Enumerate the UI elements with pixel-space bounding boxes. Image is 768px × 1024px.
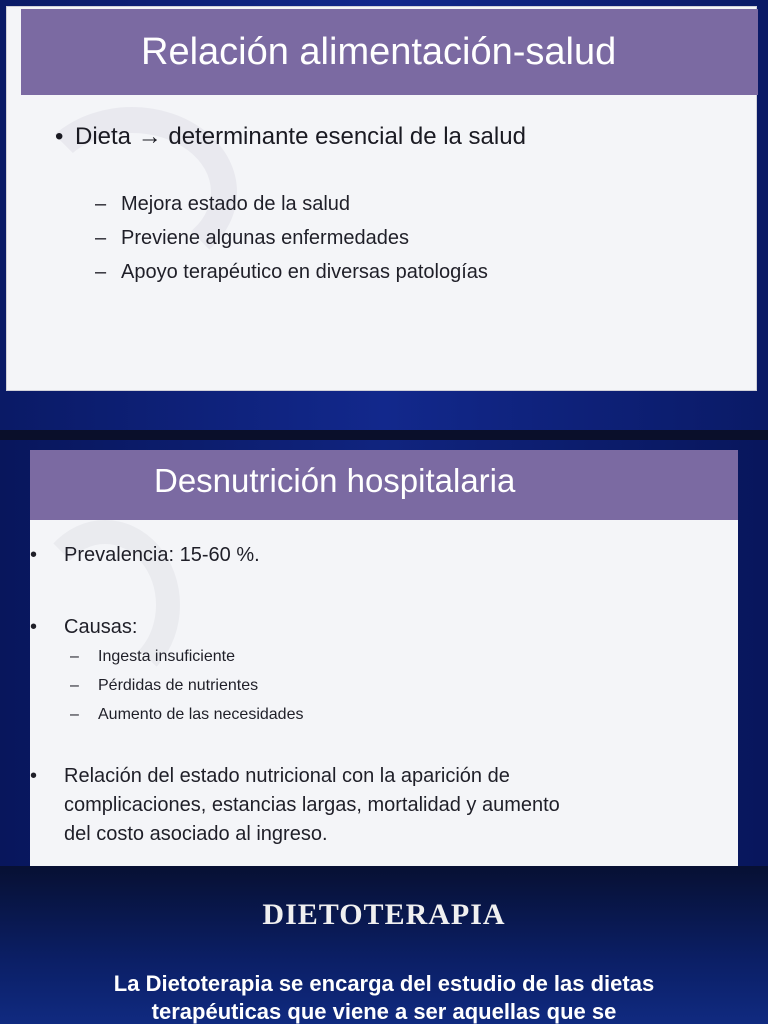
bullet-text: Dieta → determinante esencial de la salud [75,123,526,150]
sub-item-text: Mejora estado de la salud [121,193,351,215]
dash-marker: – [70,648,79,665]
dash-marker: – [95,261,107,283]
dash-marker: – [95,227,107,249]
bullet-text-line: del costo asociado al ingreso. [64,823,328,845]
dash-marker: – [70,706,79,723]
bullet-text: Prevalencia: 15-60 %. [64,544,260,566]
body-line: terapéuticas que viene a ser aquellas que se [151,999,617,1024]
sub-item-text: Pérdidas de nutrientes [98,677,259,694]
slide-desnutricion-hospitalaria [30,450,738,866]
bullet-marker: • [30,765,38,787]
sub-item-text: Aumento de las necesidades [98,706,304,723]
dash-marker: – [95,193,107,215]
sub-item [70,706,303,724]
sub-item [70,677,258,695]
bullet-item [55,123,526,151]
slide-title: Relación alimentación-salud [141,31,617,73]
sub-item [95,193,350,216]
bullet-marker: • [30,544,38,566]
sub-item [95,227,409,250]
bullet-marker: • [30,616,38,638]
bullet-text: Causas: [64,616,138,638]
slide-title-dietoterapia: DIETOTERAPIA [262,898,506,931]
bullet-text-line: Relación del estado nutricional con la aparición de [64,765,510,787]
band-separator [0,430,768,440]
slide-title-bar [30,450,738,520]
sub-item-text: Apoyo terapéutico en diversas patologías [121,261,488,283]
bullet-marker: • [55,123,64,150]
dietoterapia-body [0,970,768,1024]
sub-item-text: Previene algunas enfermedades [121,227,409,249]
bullet-item [30,762,560,849]
sub-item-text: Ingesta insuficiente [98,648,235,665]
body-line: La Dietoterapia se encarga del estudio de las dietas [113,971,655,996]
slide-title: Desnutrición hospitalaria [154,462,516,499]
bullet-text-line: complicaciones, estancias largas, mortalidad y aumento [64,794,560,816]
slide-title-bar [21,9,758,95]
bullet-item [30,544,260,567]
dash-marker: – [70,677,79,694]
slide-relacion-alimentacion-salud [6,6,757,391]
sub-item [95,261,488,284]
bullet-item [30,616,137,639]
sub-item [70,648,235,666]
